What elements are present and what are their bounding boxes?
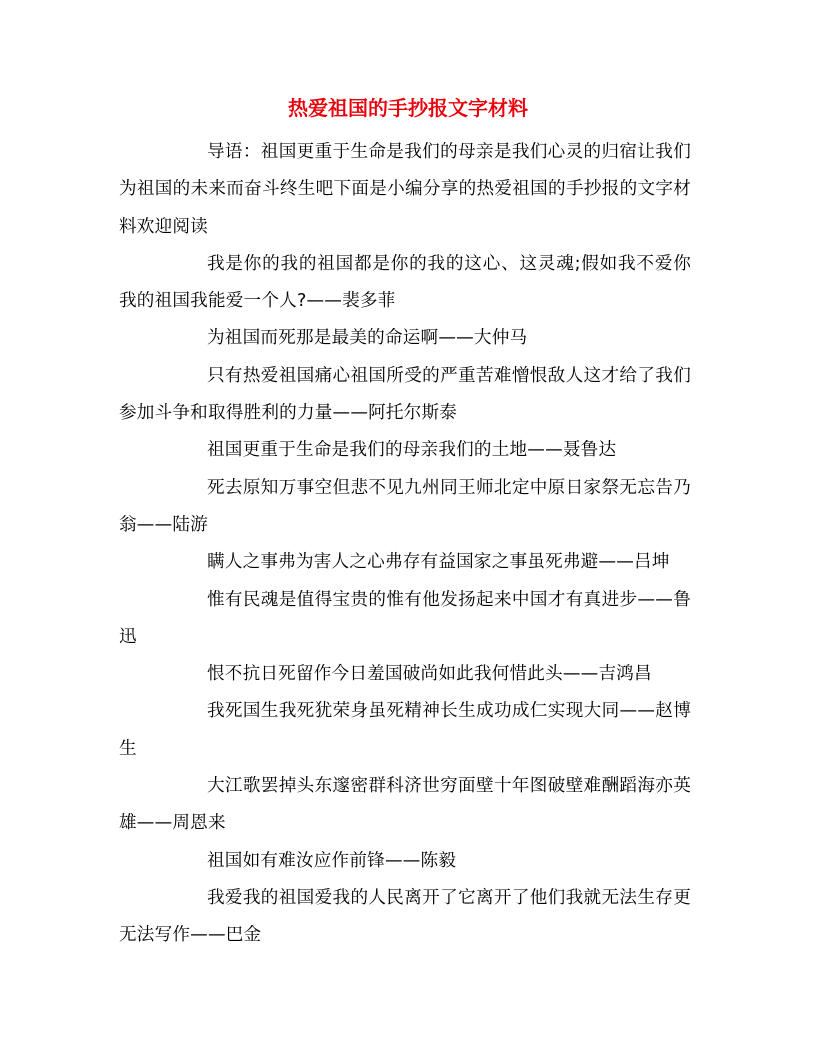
paragraph-intro: 导语：祖国更重于生命是我们的母亲是我们心灵的归宿让我们为祖国的未来而奋斗终生吧下面是小编分享的热爱祖国的手抄报的文字材料欢迎阅读 <box>119 142 691 237</box>
quote-zhao-bosheng: 我死国生我死犹荣身虽死精神长生成功成仁实现大同——赵博生 <box>119 701 691 759</box>
quote-tolstoy: 只有热爱祖国痛心祖国所受的严重苦难憎恨敌人这才给了我们参加斗争和取得胜利的力量——阿托尔斯泰 <box>119 365 691 424</box>
quote-chen-yi: 祖国如有难汝应作前锋——陈毅 <box>207 850 457 871</box>
quote-lu-you: 死去原知万事空但悲不见九州同王师北定中原日家祭无忘告乃翁——陆游 <box>119 477 691 535</box>
quote-zhou-enlai: 大江歌罢掉头东邃密群科济世穷面壁十年图破壁难酬蹈海亦英雄——周恩来 <box>119 776 691 834</box>
quote-ba-jin: 我爱我的祖国爱我的人民离开了它离开了他们我就无法生存更无法写作——巴金 <box>119 887 691 946</box>
document-title: 热爱祖国的手抄报文字材料 <box>288 96 528 120</box>
quote-petofi: 我是你的我的祖国都是你的我的这心、这灵魂;假如我不爱你我的祖国我能爱一个人?——裴多菲 <box>119 253 691 312</box>
quote-lu-xun: 惟有民魂是值得宝贵的惟有他发扬起来中国才有真进步——鲁迅 <box>119 589 691 647</box>
quote-lu-kun: 瞒人之事弗为害人之心弗存有益国家之事虽死弗避——吕坤 <box>207 552 670 573</box>
quote-dumas: 为祖国而死那是最美的命运啊——大仲马 <box>207 328 528 349</box>
quote-neruda: 祖国更重于生命是我们的母亲我们的土地——聂鲁达 <box>207 440 617 461</box>
quote-ji-hongchang: 恨不抗日死留作今日羞国破尚如此我何惜此头——吉鸿昌 <box>207 664 652 685</box>
document-body <box>119 134 691 955</box>
